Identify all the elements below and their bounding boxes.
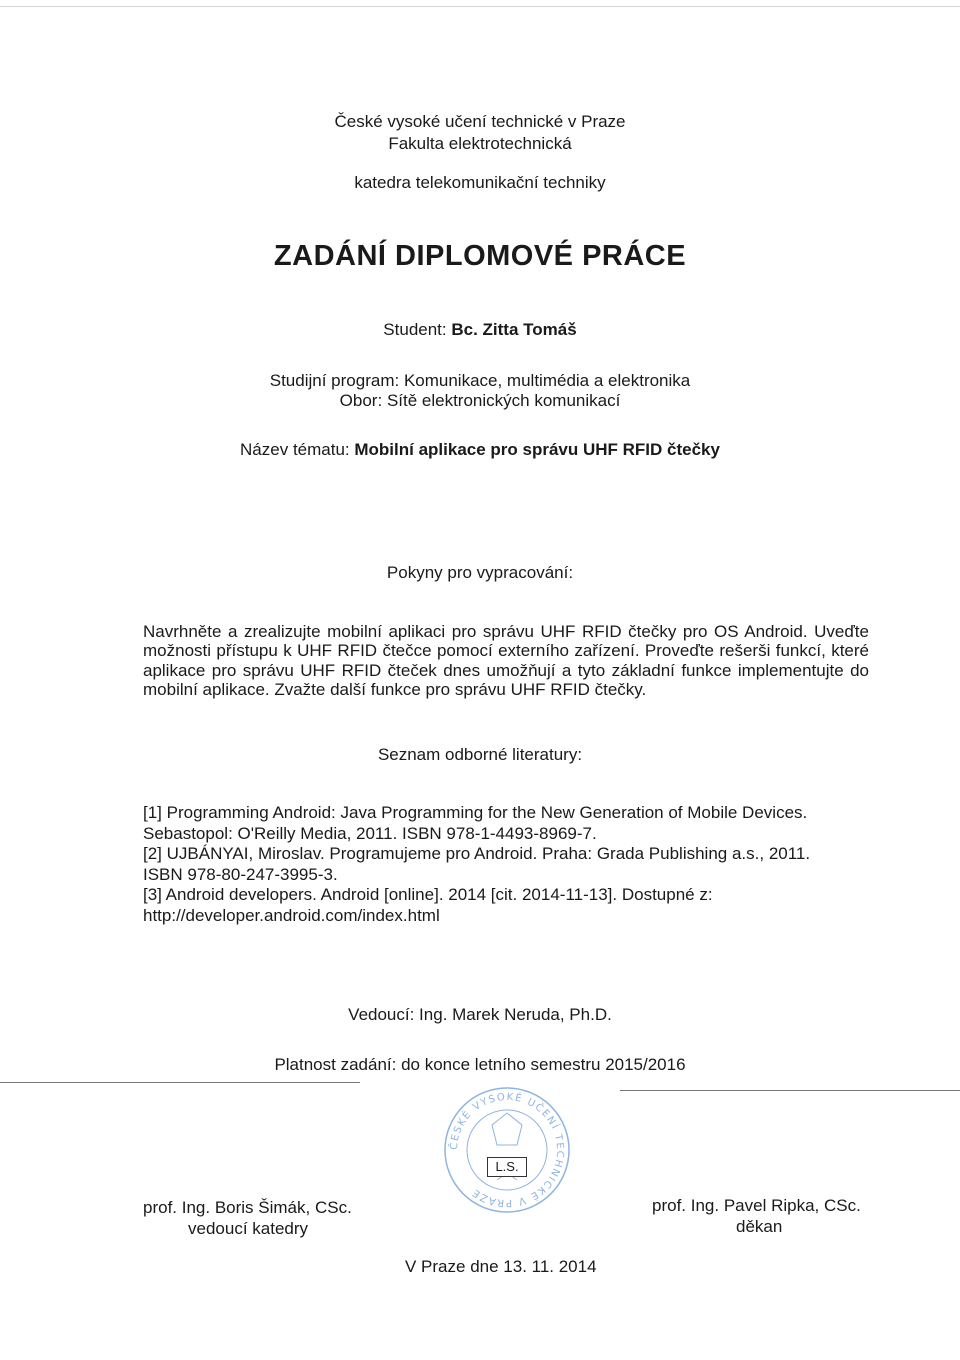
literature-heading: Seznam odborné literatury: <box>377 745 583 764</box>
student-line <box>0 320 960 340</box>
topic-label: Název tématu: <box>240 440 350 459</box>
university-name: České vysoké učení technické v Praze <box>334 112 626 131</box>
topic-line <box>0 440 960 460</box>
instructions-heading: Pokyny pro vypracování: <box>386 563 574 582</box>
stamp-circular-text: ČESKÉ VYSOKÉ UČENÍ TECHNICKÉ V PRAZE <box>448 1091 566 1209</box>
ref-1-line-1: [1] Programming Android: Java Programming for the New Generation of Mobile Devices. <box>143 803 808 822</box>
field-value: Sítě elektronických komunikací <box>386 391 621 410</box>
ref-2-line-1: [2] UJBÁNYAI, Miroslav. Programujeme pro Android. Praha: Grada Publishing a.s., 2011. <box>143 844 811 863</box>
student-label: Student: <box>383 320 447 339</box>
student-name: Bc. Zitta Tomáš <box>451 320 577 339</box>
field-line <box>0 391 960 411</box>
ref-3-line-1: [3] Android developers. Android [online]. 2014 [cit. 2014-11-13]. Dostupné z: <box>143 885 713 904</box>
literature-ref-3 <box>143 885 869 926</box>
ref-2-line-2: ISBN 978-80-247-3995-3. <box>143 864 338 884</box>
literature-ref-2 <box>143 844 869 885</box>
head-of-department-name: prof. Ing. Boris Šimák, CSc. <box>143 1198 352 1217</box>
program-label: Studijní program: <box>269 371 400 390</box>
topic-value: Mobilní aplikace pro správu UHF RFID čtečky <box>354 440 720 459</box>
signature-divider-left <box>0 1082 360 1083</box>
ref-1-line-2: Sebastopol: O'Reilly Media, 2011. ISBN 978-1-4493-8969-7. <box>143 823 597 843</box>
field-label: Obor: <box>339 391 383 410</box>
scan-edge-line <box>0 6 960 7</box>
instructions-text: Navrhněte a zrealizujte mobilní aplikaci pro správu UHF RFID čtečky pro OS Android. Uveďte možnosti přístupu k UHF RFID čtečce pomocí externího zařízení. Proveďte rešerši funkcí, které aplikace pro správu UHF RFID čteček dnes umožňují a tyto základní funkce implementujte do mobilní aplikace. Zvažte další funkce pro správu UHF RFID čtečky. <box>143 622 869 700</box>
department-name: katedra telekomunikační techniky <box>354 173 606 192</box>
literature-ref-1 <box>143 803 869 844</box>
official-stamp-icon <box>442 1085 572 1215</box>
program-line <box>0 371 960 391</box>
head-of-department-role: vedoucí katedry <box>188 1219 309 1238</box>
dean-name: prof. Ing. Pavel Ripka, CSc. <box>652 1196 861 1215</box>
supervisor-line: Vedoucí: Ing. Marek Neruda, Ph.D. <box>348 1005 612 1024</box>
place-date: V Praze dne 13. 11. 2014 <box>405 1257 597 1276</box>
signature-divider-right <box>620 1090 960 1091</box>
document-title: ZADÁNÍ DIPLOMOVÉ PRÁCE <box>273 240 687 272</box>
ref-3-line-2: http://developer.android.com/index.html <box>143 905 440 925</box>
validity-line: Platnost zadání: do konce letního semestru 2015/2016 <box>274 1055 686 1074</box>
stamp-ls-label: L.S. <box>487 1157 527 1177</box>
faculty-name: Fakulta elektrotechnická <box>388 134 572 153</box>
literature-list <box>143 803 869 926</box>
dean-role: děkan <box>736 1217 783 1236</box>
program-value: Komunikace, multimédia a elektronika <box>403 371 691 390</box>
